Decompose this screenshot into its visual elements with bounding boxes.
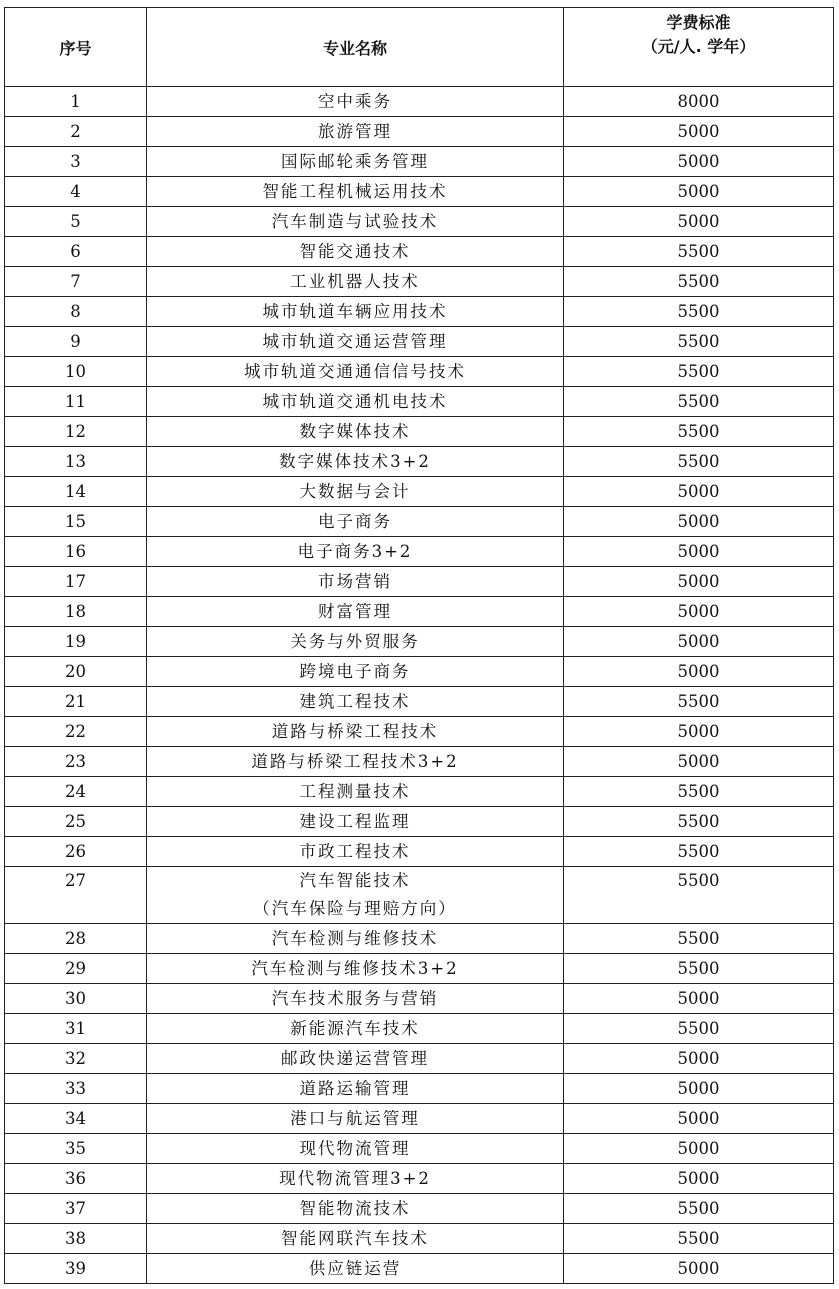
row-major-name: 电子商务3+2 (147, 537, 564, 567)
row-major-name: 工业机器人技术 (147, 267, 564, 297)
row-index: 39 (5, 1254, 147, 1284)
table-row (5, 747, 834, 777)
table-row (5, 507, 834, 537)
row-major-name: 建设工程监理 (147, 807, 564, 837)
row-tuition-fee: 5000 (564, 207, 834, 237)
table-row (5, 777, 834, 807)
row-major-name: 财富管理 (147, 597, 564, 627)
row-major-name: 工程测量技术 (147, 777, 564, 807)
row-index: 20 (5, 657, 147, 687)
row-index: 8 (5, 297, 147, 327)
table-row (5, 984, 834, 1014)
row-index: 27 (5, 867, 147, 924)
row-major-name: 港口与航运管理 (147, 1104, 564, 1134)
row-index: 24 (5, 777, 147, 807)
table-row (5, 687, 834, 717)
row-major-name: 道路与桥梁工程技术3+2 (147, 747, 564, 777)
row-tuition-fee: 5500 (564, 954, 834, 984)
row-major-name: 数字媒体技术3+2 (147, 447, 564, 477)
row-major-name: 汽车检测与维修技术 (147, 924, 564, 954)
table-row (5, 87, 834, 117)
row-major-name: 市政工程技术 (147, 837, 564, 867)
header-major-name: 专业名称 (147, 8, 564, 87)
row-major-name: 智能交通技术 (147, 237, 564, 267)
row-major-name: 跨境电子商务 (147, 657, 564, 687)
row-tuition-fee: 5000 (564, 1044, 834, 1074)
row-major-name: 数字媒体技术 (147, 417, 564, 447)
row-major-name: 大数据与会计 (147, 477, 564, 507)
row-major-name-line2: （汽车保险与理赔方向） (253, 899, 457, 918)
table-row (5, 567, 834, 597)
row-tuition-fee: 5000 (564, 117, 834, 147)
table-header-row (5, 8, 834, 87)
row-index: 10 (5, 357, 147, 387)
row-index: 3 (5, 147, 147, 177)
row-major-name: 市场营销 (147, 567, 564, 597)
table-row (5, 237, 834, 267)
row-major-name: 智能物流技术 (147, 1194, 564, 1224)
row-tuition-fee: 5000 (564, 537, 834, 567)
table-row (5, 807, 834, 837)
table-row (5, 1014, 834, 1044)
tuition-fee-table (4, 7, 834, 1284)
table-row (5, 327, 834, 357)
row-tuition-fee: 5500 (564, 837, 834, 867)
row-tuition-fee: 5500 (564, 447, 834, 477)
row-index: 22 (5, 717, 147, 747)
row-index: 7 (5, 267, 147, 297)
table-row (5, 597, 834, 627)
table-row (5, 1224, 834, 1254)
row-tuition-fee: 5500 (564, 924, 834, 954)
table-row (5, 1194, 834, 1224)
row-index: 13 (5, 447, 147, 477)
row-index: 33 (5, 1074, 147, 1104)
row-tuition-fee: 5000 (564, 1074, 834, 1104)
table-row (5, 387, 834, 417)
row-tuition-fee: 5000 (564, 477, 834, 507)
row-tuition-fee: 5000 (564, 717, 834, 747)
row-tuition-fee: 5500 (564, 237, 834, 267)
row-index: 26 (5, 837, 147, 867)
row-tuition-fee: 5500 (564, 297, 834, 327)
row-index: 23 (5, 747, 147, 777)
table-row (5, 267, 834, 297)
table-row (5, 657, 834, 687)
table-row (5, 177, 834, 207)
row-tuition-fee: 5500 (564, 777, 834, 807)
table-row (5, 954, 834, 984)
row-index: 14 (5, 477, 147, 507)
row-major-name: 道路运输管理 (147, 1074, 564, 1104)
row-index: 37 (5, 1194, 147, 1224)
row-tuition-fee: 5500 (564, 1194, 834, 1224)
row-tuition-fee: 5500 (564, 327, 834, 357)
row-tuition-fee: 5000 (564, 507, 834, 537)
row-major-name: 道路与桥梁工程技术 (147, 717, 564, 747)
row-major-name: 城市轨道交通运营管理 (147, 327, 564, 357)
row-index: 28 (5, 924, 147, 954)
row-index: 18 (5, 597, 147, 627)
row-major-name: 关务与外贸服务 (147, 627, 564, 657)
table-row (5, 297, 834, 327)
row-tuition-fee: 5500 (564, 867, 834, 924)
table-row (5, 1104, 834, 1134)
table-row (5, 717, 834, 747)
row-major-name: 现代物流管理3+2 (147, 1164, 564, 1194)
row-major-name: 空中乘务 (147, 87, 564, 117)
row-major-name-line1: 汽车智能技术 (299, 871, 411, 890)
row-index: 5 (5, 207, 147, 237)
table-row (5, 924, 834, 954)
table-row (5, 867, 834, 924)
row-tuition-fee: 5000 (564, 177, 834, 207)
table-body (5, 87, 834, 1284)
row-index: 11 (5, 387, 147, 417)
row-tuition-fee: 5500 (564, 267, 834, 297)
row-tuition-fee: 5500 (564, 1224, 834, 1254)
row-tuition-fee: 5500 (564, 807, 834, 837)
table-row (5, 1164, 834, 1194)
table-row (5, 447, 834, 477)
row-major-name: 新能源汽车技术 (147, 1014, 564, 1044)
row-major-name: 现代物流管理 (147, 1134, 564, 1164)
table-row (5, 147, 834, 177)
row-major-name (147, 867, 564, 924)
row-index: 17 (5, 567, 147, 597)
row-index: 36 (5, 1164, 147, 1194)
row-tuition-fee: 5000 (564, 1104, 834, 1134)
row-index: 19 (5, 627, 147, 657)
row-tuition-fee: 5000 (564, 567, 834, 597)
row-tuition-fee: 5000 (564, 597, 834, 627)
row-major-name: 旅游管理 (147, 117, 564, 147)
row-major-name: 电子商务 (147, 507, 564, 537)
table-row (5, 627, 834, 657)
row-index: 31 (5, 1014, 147, 1044)
row-major-name: 智能工程机械运用技术 (147, 177, 564, 207)
row-tuition-fee: 8000 (564, 87, 834, 117)
row-tuition-fee: 5000 (564, 1254, 834, 1284)
row-tuition-fee: 5000 (564, 147, 834, 177)
row-major-name: 邮政快递运营管理 (147, 1044, 564, 1074)
row-major-name: 建筑工程技术 (147, 687, 564, 717)
row-major-name: 城市轨道车辆应用技术 (147, 297, 564, 327)
table-row (5, 357, 834, 387)
table-row (5, 207, 834, 237)
row-tuition-fee: 5500 (564, 1014, 834, 1044)
header-tuition (564, 8, 834, 87)
row-tuition-fee: 5500 (564, 387, 834, 417)
row-index: 2 (5, 117, 147, 147)
row-major-name: 智能网联汽车技术 (147, 1224, 564, 1254)
row-index: 9 (5, 327, 147, 357)
row-index: 30 (5, 984, 147, 1014)
table-row (5, 1044, 834, 1074)
row-tuition-fee: 5500 (564, 687, 834, 717)
row-major-name: 汽车检测与维修技术3+2 (147, 954, 564, 984)
row-tuition-fee: 5000 (564, 984, 834, 1014)
row-tuition-fee: 5000 (564, 627, 834, 657)
row-tuition-fee: 5000 (564, 747, 834, 777)
table-row (5, 1074, 834, 1104)
table-row (5, 417, 834, 447)
row-index: 35 (5, 1134, 147, 1164)
table-row (5, 1254, 834, 1284)
row-index: 15 (5, 507, 147, 537)
table-row (5, 837, 834, 867)
header-tuition-line2: （元/人. 学年） (641, 37, 756, 56)
row-major-name: 供应链运营 (147, 1254, 564, 1284)
row-index: 16 (5, 537, 147, 567)
row-index: 34 (5, 1104, 147, 1134)
row-index: 25 (5, 807, 147, 837)
row-major-name: 汽车制造与试验技术 (147, 207, 564, 237)
row-index: 4 (5, 177, 147, 207)
row-major-name: 汽车技术服务与营销 (147, 984, 564, 1014)
row-index: 21 (5, 687, 147, 717)
row-index: 29 (5, 954, 147, 984)
table-row (5, 537, 834, 567)
row-major-name: 城市轨道交通通信信号技术 (147, 357, 564, 387)
row-major-name: 国际邮轮乘务管理 (147, 147, 564, 177)
row-index: 6 (5, 237, 147, 267)
row-index: 32 (5, 1044, 147, 1074)
table-row (5, 477, 834, 507)
row-tuition-fee: 5500 (564, 357, 834, 387)
row-tuition-fee: 5000 (564, 1164, 834, 1194)
row-tuition-fee: 5000 (564, 1134, 834, 1164)
header-tuition-line1: 学费标准 (666, 13, 731, 32)
row-tuition-fee: 5000 (564, 657, 834, 687)
row-tuition-fee: 5500 (564, 417, 834, 447)
table-row (5, 1134, 834, 1164)
row-index: 38 (5, 1224, 147, 1254)
row-index: 12 (5, 417, 147, 447)
header-index: 序号 (5, 8, 147, 87)
row-major-name: 城市轨道交通机电技术 (147, 387, 564, 417)
row-index: 1 (5, 87, 147, 117)
table-row (5, 117, 834, 147)
